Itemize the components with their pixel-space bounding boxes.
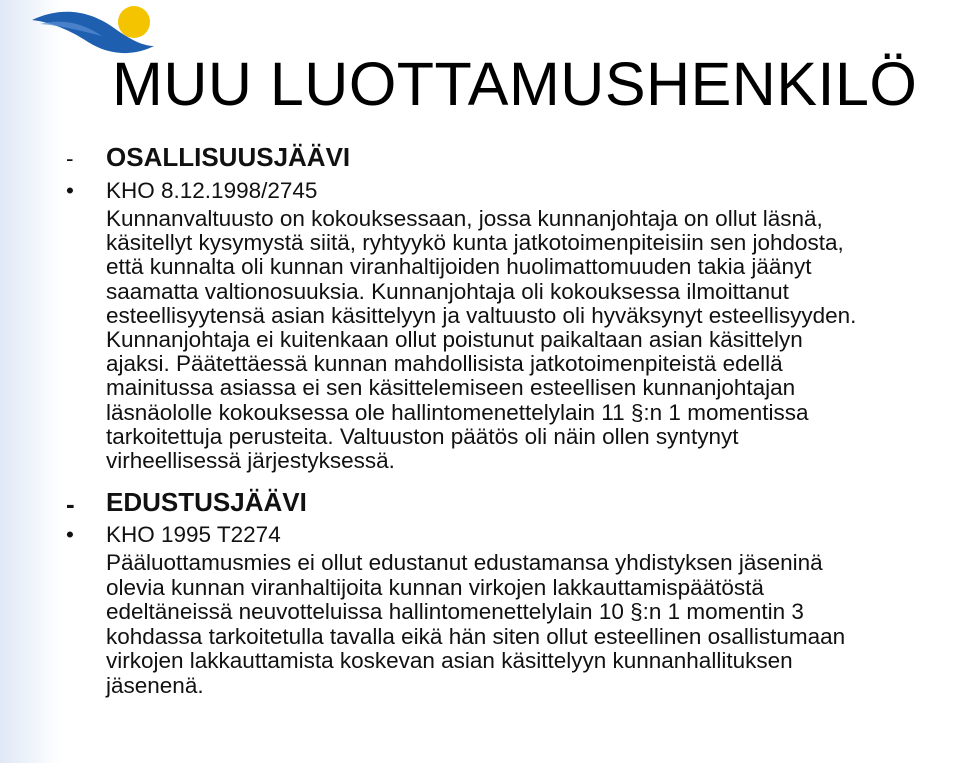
paragraph-line: Pääluottamusmies ei ollut edustanut edustamansa yhdistyksen jäseninä	[106, 550, 823, 575]
paragraph-line: Kunnanvaltuusto on kokouksessaan, jossa kunnanjohtaja on ollut läsnä,	[106, 206, 823, 231]
paragraph-line: ajaksi. Päätettäessä kunnan mahdollisista jatkotoimenpiteistä edellä	[106, 351, 783, 377]
case-reference: KHO 1995 T2274	[106, 522, 281, 547]
case-description-paragraph	[106, 551, 936, 698]
paragraph-line: läsnäololle kokouksessa ole hallintomenettelylain 11 §:n 1 momentissa	[106, 399, 809, 425]
paragraph-line: tarkoitettuja perusteita. Valtuuston päätös oli näin ollen syntynyt	[106, 423, 739, 449]
paragraph-line: edeltäneissä neuvotteluissa hallintomenettelylain 10 §:n 1 momentin 3	[106, 599, 804, 624]
bullet-marker: •	[66, 522, 74, 547]
left-gradient-band	[0, 0, 62, 763]
case-reference: KHO 8.12.1998/2745	[106, 178, 318, 203]
paragraph-line: jäsenenä.	[106, 672, 204, 698]
section-heading-text: EDUSTUSJÄÄVI	[106, 487, 307, 517]
dash-marker: -	[66, 489, 75, 519]
paragraph-line: että kunnalta oli kunnan viranhaltijoiden huolimattomuuden takia jäänyt	[106, 254, 812, 280]
case-description-paragraph	[106, 207, 936, 473]
paragraph-line: esteellisyytensä asian käsittelyyn ja valtuusto oli hyväksynyt esteellisyyden.	[106, 302, 857, 328]
paragraph-line: olevia kunnan viranhaltijoita kunnan virkojen lakkauttamispäätöstä	[106, 574, 764, 600]
logo-sun-shape	[118, 6, 150, 38]
section-heading-text: OSALLISUUSJÄÄVI	[106, 142, 351, 172]
paragraph-line: kohdassa tarkoitetulla tavalla eikä hän siten ollut esteellinen osallistumaan	[106, 623, 846, 649]
paragraph-line: virkojen lakkauttamista koskevan asian käsittelyyn kunnanhallituksen	[106, 648, 793, 673]
paragraph-line: virheellisessä järjestyksessä.	[106, 448, 395, 474]
paragraph-line: Kunnanjohtaja ei kuitenkaan ollut poistunut paikaltaan asian käsittelyn	[106, 327, 803, 353]
paragraph-line: saamatta valtionosuuksia. Kunnanjohtaja oli kokouksessa ilmoittanut	[106, 278, 789, 304]
dash-marker: -	[66, 146, 74, 171]
paragraph-line: mainitussa asiassa ei sen käsittelemiseen esteellisen kunnanjohtajan	[106, 375, 796, 401]
slide-title: MUU LUOTTAMUSHENKILÖ	[112, 50, 918, 118]
bullet-marker: •	[66, 178, 74, 203]
paragraph-line: käsitellyt kysymystä siitä, ryhtyykö kunta jatkotoimenpiteisiin sen johdosta,	[106, 230, 844, 256]
